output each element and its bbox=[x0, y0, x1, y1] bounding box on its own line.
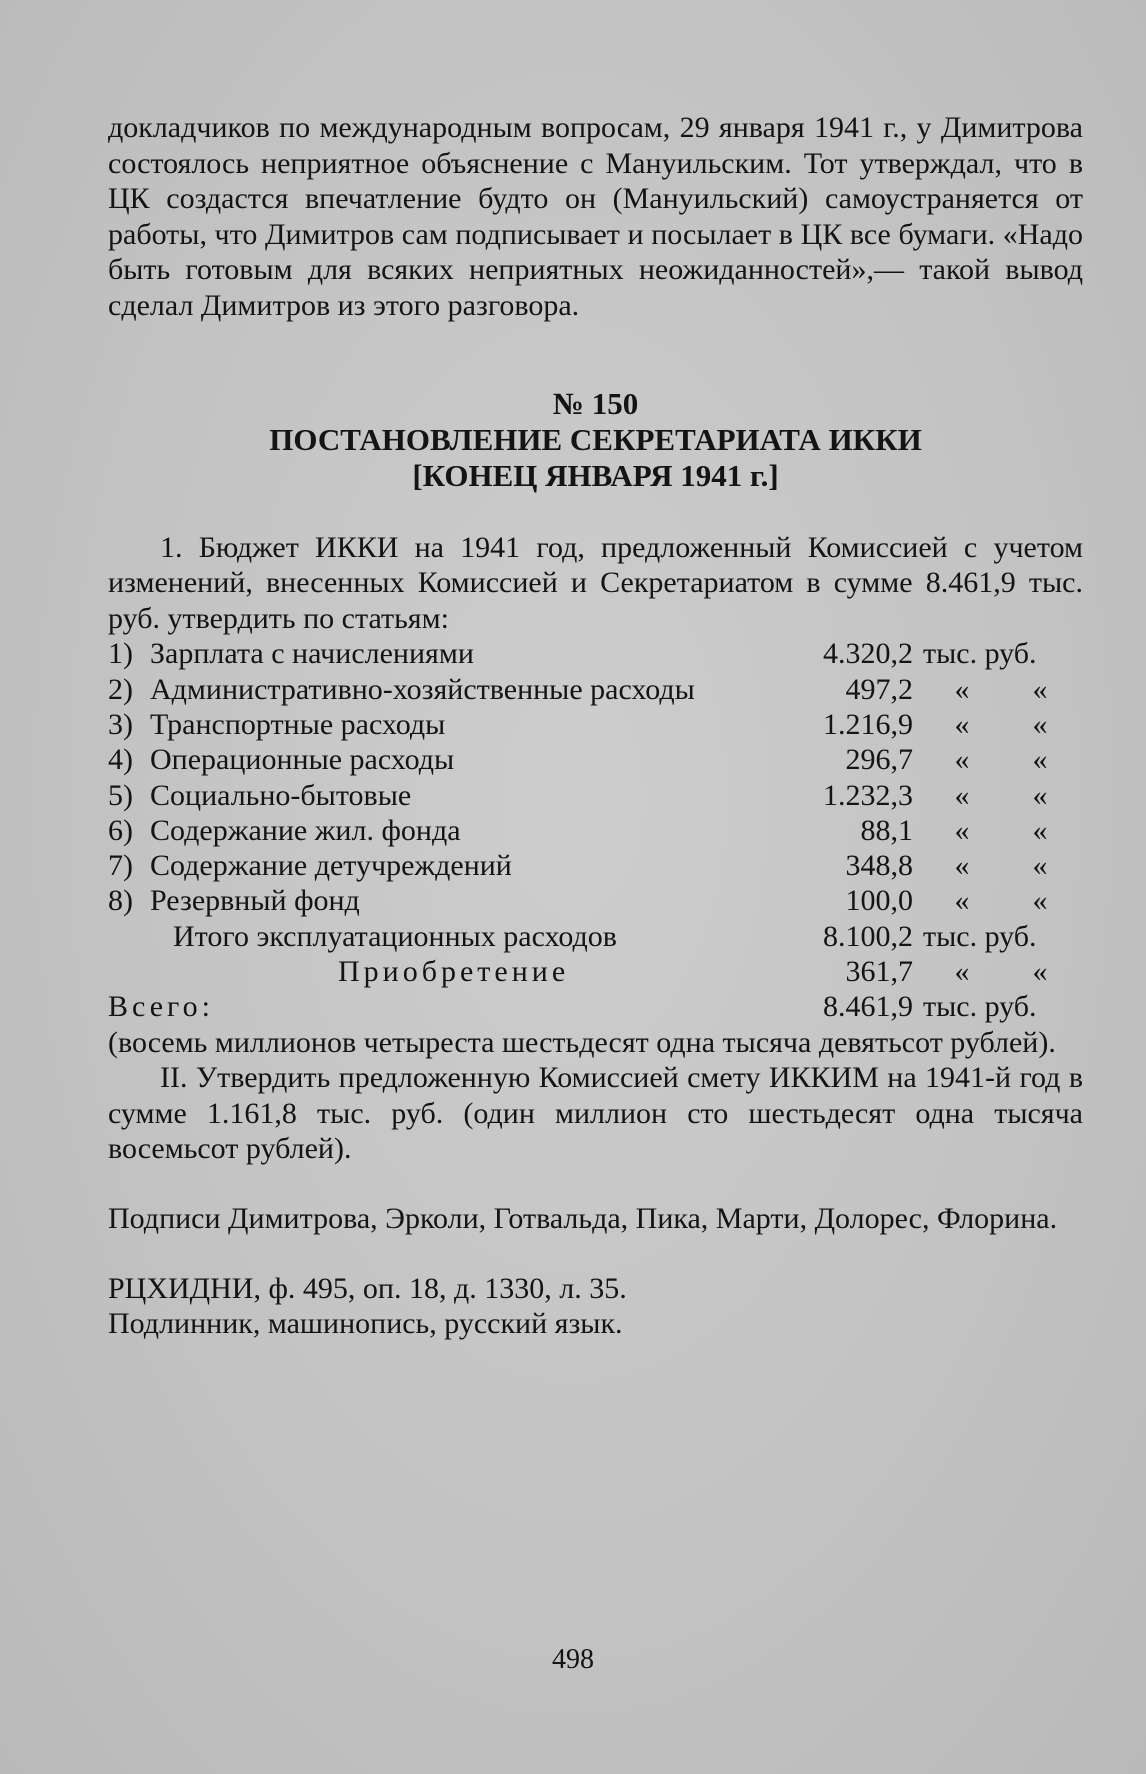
ditto-mark: « bbox=[954, 672, 970, 706]
ditto-mark: « bbox=[1032, 707, 1048, 741]
budget-row-number: 2) bbox=[108, 672, 133, 706]
ditto-mark: « bbox=[954, 813, 970, 847]
acquisition-label: Приобретение bbox=[338, 955, 570, 989]
budget-row-name: Резервный фонд bbox=[150, 884, 360, 918]
budget-row-number: 8) bbox=[108, 884, 133, 918]
budget-row bbox=[108, 672, 1083, 707]
budget-row-value: 88,1 bbox=[860, 813, 913, 847]
budget-row-unit bbox=[923, 672, 1083, 707]
budget-row-value: 100,0 bbox=[845, 884, 913, 918]
ditto-mark: « bbox=[1032, 672, 1048, 706]
total-label: Всего: bbox=[108, 990, 214, 1024]
budget-row-number: 4) bbox=[108, 743, 133, 777]
budget-row-unit bbox=[923, 883, 1083, 918]
ditto-mark: « bbox=[954, 849, 970, 883]
budget-row-unit bbox=[923, 778, 1083, 813]
total-in-words: (восемь миллионов четыреста шестьдесят одна тысяча девятьсот рублей). bbox=[108, 1025, 1056, 1059]
ditto-mark: « bbox=[954, 955, 970, 989]
total-value: 8.461,9 bbox=[823, 990, 913, 1024]
budget-row-value: 4.320,2 bbox=[823, 637, 913, 671]
budget-row bbox=[108, 883, 1083, 918]
budget-row-value: 497,2 bbox=[845, 672, 913, 706]
budget-table bbox=[108, 636, 1083, 1024]
budget-row bbox=[108, 778, 1083, 813]
budget-row-name: Социально-бытовые bbox=[150, 778, 412, 812]
budget-row bbox=[108, 636, 1083, 671]
budget-row bbox=[108, 742, 1083, 777]
ditto-mark: « bbox=[954, 778, 970, 812]
ditto-mark: « bbox=[1032, 743, 1048, 777]
intro-paragraph: докладчиков по международным вопросам, 29 января 1941 г., у Димитрова состоялось неприятное объяснение с Мануильским. Тот утверждал, что в ЦК создастся впечатление будто он (Мануильский) самоустраняется от работы, что Димитров сам подписывает и посылает в ЦК все бумаги. «Надо быть готовым для всяких неприятных неожиданностей»,— такой вывод сделал Димитров из этого разговора. bbox=[108, 111, 1083, 322]
budget-row-number: 7) bbox=[108, 849, 133, 883]
budget-row-name: Административно-хозяйственные расходы bbox=[150, 672, 695, 706]
acquisition-unit bbox=[923, 954, 1083, 989]
ditto-mark: « bbox=[1032, 813, 1048, 847]
archive-reference: РЦХИДНИ, ф. 495, оп. 18, д. 1330, л. 35. bbox=[108, 1271, 627, 1305]
point-1-intro: 1. Бюджет ИККИ на 1941 год, предложенный Комиссией с учетом изменений, внесенных Комиссией и Секретариатом в сумме 8.461,9 тыс. руб. утвердить по статьям: bbox=[108, 530, 1083, 635]
budget-row bbox=[108, 848, 1083, 883]
document-title: ПОСТАНОВЛЕНИЕ СЕКРЕТАРИАТА ИККИ bbox=[269, 421, 922, 457]
budget-row-name: Транспортные расходы bbox=[150, 707, 446, 741]
budget-row-unit bbox=[923, 742, 1083, 777]
budget-row-number: 6) bbox=[108, 813, 133, 847]
budget-row-name: Зарплата с начислениями bbox=[150, 637, 474, 671]
budget-row-number: 3) bbox=[108, 707, 133, 741]
ditto-mark: « bbox=[1032, 778, 1048, 812]
budget-row-value: 348,8 bbox=[845, 849, 913, 883]
document-date: [КОНЕЦ ЯНВАРЯ 1941 г.] bbox=[412, 457, 779, 493]
ditto-mark: « bbox=[1032, 884, 1048, 918]
page-body bbox=[108, 110, 1083, 1342]
budget-row-value: 296,7 bbox=[845, 743, 913, 777]
document-number: № 150 bbox=[552, 385, 639, 421]
budget-row-unit: тыс. руб. bbox=[923, 637, 1037, 671]
total-unit: тыс. руб. bbox=[923, 990, 1037, 1024]
budget-row bbox=[108, 813, 1083, 848]
subtotal-unit: тыс. руб. bbox=[923, 919, 1037, 953]
budget-row-name: Операционные расходы bbox=[150, 743, 455, 777]
budget-row-name: Содержание жил. фонда bbox=[150, 813, 461, 847]
subtotal-value: 8.100,2 bbox=[823, 919, 913, 953]
budget-row-unit bbox=[923, 707, 1083, 742]
budget-row-unit bbox=[923, 848, 1083, 883]
budget-row bbox=[108, 707, 1083, 742]
archive-note: Подлинник, машинопись, русский язык. bbox=[108, 1307, 623, 1341]
ditto-mark: « bbox=[954, 743, 970, 777]
page-number: 498 bbox=[552, 1644, 594, 1675]
ditto-mark: « bbox=[1032, 955, 1048, 989]
signatures: Подписи Димитрова, Эрколи, Готвальда, Пика, Марти, Долорес, Флорина. bbox=[108, 1201, 1058, 1235]
budget-row-number: 5) bbox=[108, 778, 133, 812]
ditto-mark: « bbox=[954, 884, 970, 918]
acquisition-row bbox=[108, 954, 1083, 989]
subtotal-row bbox=[108, 919, 1083, 954]
budget-row-number: 1) bbox=[108, 637, 133, 671]
budget-row-unit bbox=[923, 813, 1083, 848]
budget-row-name: Содержание детучреждений bbox=[150, 849, 512, 883]
total-row bbox=[108, 989, 1083, 1024]
budget-row-value: 1.232,3 bbox=[823, 778, 913, 812]
point-2: II. Утвердить предложенную Комиссией смету ИККИМ на 1941-й год в сумме 1.161,8 тыс. руб. (один миллион сто шестьдесят одна тысяча восемьсот рублей). bbox=[108, 1061, 1083, 1166]
acquisition-value: 361,7 bbox=[845, 955, 913, 989]
subtotal-label: Итого эксплуатационных расходов bbox=[173, 919, 617, 953]
ditto-mark: « bbox=[1032, 849, 1048, 883]
budget-row-value: 1.216,9 bbox=[823, 707, 913, 741]
ditto-mark: « bbox=[954, 707, 970, 741]
